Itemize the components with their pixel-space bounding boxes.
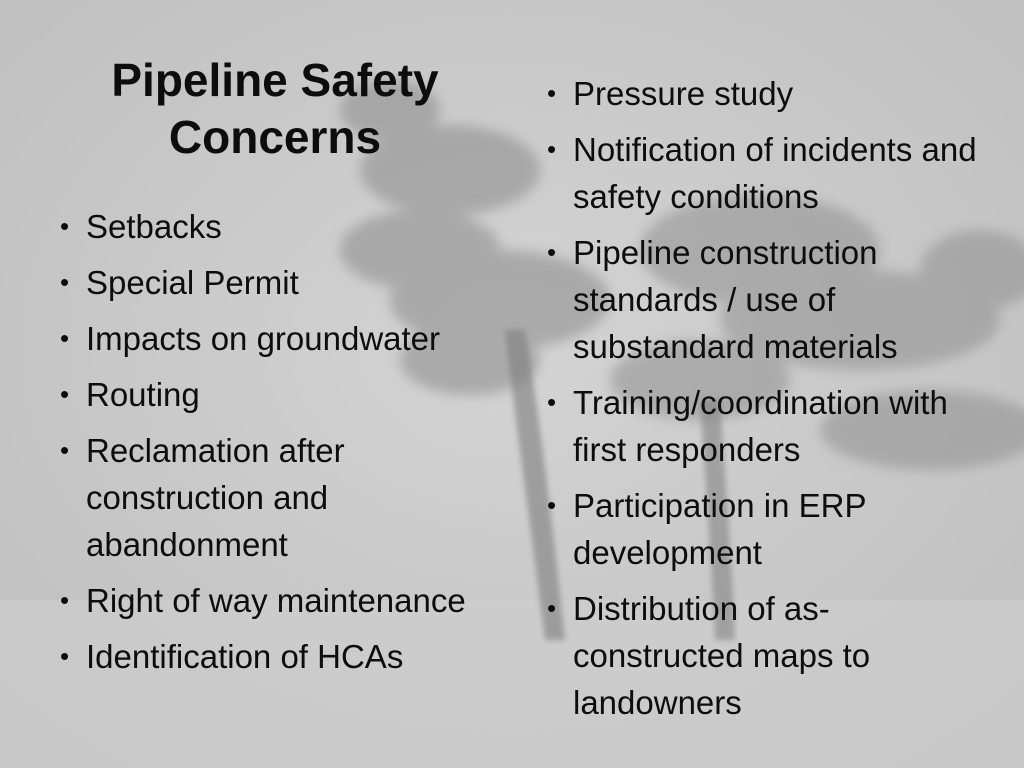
left-bullet-reclamation: • Reclamation after construction and abandonment bbox=[58, 427, 498, 568]
right-bullet-pressure-study: • Pressure study bbox=[545, 70, 985, 117]
slide-title: Pipeline Safety Concerns bbox=[111, 54, 439, 163]
left-bullet-right-of-way: • Right of way maintenance bbox=[58, 577, 498, 624]
right-bullet-erp: • Participation in ERP development bbox=[545, 482, 985, 576]
right-bullet-construction-standards: • Pipeline construction standards / use of substandard materials bbox=[545, 229, 985, 370]
right-bullet-list bbox=[545, 70, 985, 735]
left-bullet-hcas: • Identification of HCAs bbox=[58, 633, 498, 680]
left-bullet-list bbox=[58, 203, 498, 689]
left-bullet-special-permit: • Special Permit bbox=[58, 259, 498, 306]
right-bullet-notification: • Notification of incidents and safety conditions bbox=[545, 126, 985, 220]
right-bullet-maps: • Distribution of as-constructed maps to landowners bbox=[545, 585, 985, 726]
right-bullet-training: • Training/coordination with first responders bbox=[545, 379, 985, 473]
left-bullet-setbacks: • Setbacks bbox=[58, 203, 498, 250]
left-bullet-groundwater: • Impacts on groundwater bbox=[58, 315, 498, 362]
left-bullet-routing: • Routing bbox=[58, 371, 498, 418]
